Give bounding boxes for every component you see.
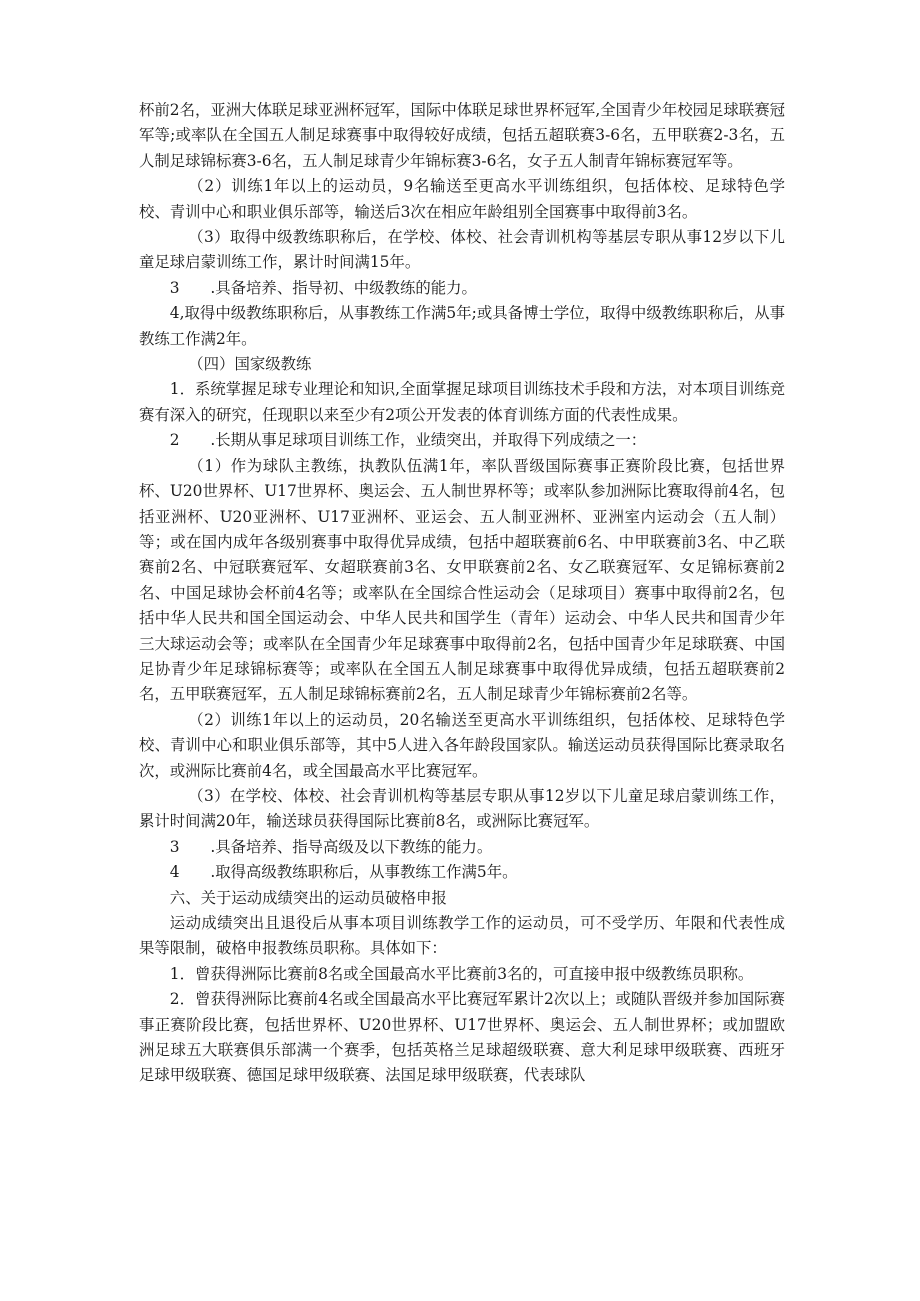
paragraph-10: （2）训练1年以上的运动员，20名输送至更高水平训练组织，包括体校、足球特色学校、青训中心和职业俱乐部等，其中5人进入各年龄段国家队。输送运动员获得国际比赛录取名次，或洲际比赛前4名，或全国最高水平比赛冠军。 bbox=[139, 710, 785, 780]
document-page bbox=[139, 98, 785, 1089]
paragraph-16: 1．曾获得洲际比赛前8名或全国最高水平比赛前3名的，可直接申报中级教练员职称。 bbox=[169, 964, 754, 983]
paragraph-5: 4,取得中级教练职称后，从事教练工作满5年;或具备博士学位，取得中级教练职称后，从事教练工作满2年。 bbox=[139, 304, 785, 348]
paragraph-11: （3）在学校、体校、社会青训机构等基层专职从事12岁以下儿童足球启蒙训练工作，累计时间满20年，输送球员获得国际比赛前8名，或洲际比赛冠军。 bbox=[139, 786, 785, 831]
paragraph-12: 3 .具备培养、指导高级及以下教练的能力。 bbox=[169, 837, 493, 856]
paragraph-2: （2）训练1年以上的运动员，9名输送至更高水平训练组织，包括体校、足球特色学校、青训中心和职业俱乐部等，输送后3次在相应年龄组别全国赛事中取得前3名。 bbox=[139, 177, 785, 221]
section-heading-national-coach: （四）国家级教练 bbox=[188, 355, 312, 374]
paragraph-3: （3）取得中级教练职称后，在学校、体校、社会青训机构等基层专职从事12岁以下儿童足球启蒙训练工作，累计时间满15年。 bbox=[139, 228, 785, 272]
paragraph-4: 3 .具备培养、指导初、中级教练的能力。 bbox=[169, 278, 477, 297]
paragraph-1: 杯前2名，亚洲大体联足球亚洲杯冠军，国际中体联足球世界杯冠军,全国青少年校园足球联赛冠军等;或率队在全国五人制足球赛事中取得较好成绩，包括五超联赛3-6名，五甲联赛2-3名，五人制足球锦标赛3-6名，五人制足球青少年锦标赛3-6名，女子五人制青年锦标赛冠军等。 bbox=[139, 101, 785, 170]
paragraph-13: 4 .取得高级教练职称后，从事教练工作满5年。 bbox=[169, 863, 518, 882]
paragraph-15: 运动成绩突出且退役后从事本项目训练教学工作的运动员，可不受学历、年限和代表性成果等限制，破格申报教练员职称。具体如下： bbox=[139, 914, 785, 958]
section-heading-athlete-exception: 六、关于运动成绩突出的运动员破格申报 bbox=[169, 888, 447, 907]
paragraph-7: 1．系统掌握足球专业理论和知识,全面掌握足球项目训练技术手段和方法，对本项目训练竞赛有深入的研究，任现职以来至少有2项公开发表的体育训练方面的代表性成果。 bbox=[139, 380, 785, 424]
paragraph-9: （1）作为球队主教练，执教队伍满1年，率队晋级国际赛事正赛阶段比赛，包括世界杯、U20世界杯、U17世界杯、奥运会、五人制世界杯等；或率队参加洲际比赛取得前4名，包括亚洲杯、U20亚洲杯、U17亚洲杯、亚运会、五人制亚洲杯、亚洲室内运动会（五人制）等；或在国内成年各级别赛事中取得优异成绩，包括中超联赛前6名、中甲联赛前3名、中乙联赛前2名、中冠联赛冠军、女超联赛前3名、女甲联赛前2名、女乙联赛冠军、女足锦标赛前2名、中国足球协会杯前4名等；或率队在全国综合性运动会（足球项目）赛事中取得前2名，包括中华人民共和国全国运动会、中华人民共和国学生（青年）运动会、中华人民共和国青少年三大球运动会等；或率队在全国青少年足球赛事中取得前2名，包括中国青少年足球联赛、中国足协青少年足球锦标赛等；或率队在全国五人制足球赛事中取得优异成绩，包括五超联赛前2名，五甲联赛冠军，五人制足球锦标赛前2名，五人制足球青少年锦标赛前2名等。 bbox=[139, 456, 785, 704]
paragraph-8: 2 .长期从事足球项目训练工作，业绩突出，并取得下列成绩之一： bbox=[169, 431, 647, 450]
paragraph-17: 2．曾获得洲际比赛前4名或全国最高水平比赛冠军累计2次以上；或随队晋级并参加国际赛事正赛阶段比赛，包括世界杯、U20世界杯、U17世界杯、奥运会、五人制世界杯；或加盟欧洲足球五大联赛俱乐部满一个赛季，包括英格兰足球超级联赛、意大利足球甲级联赛、西班牙足球甲级联赛、德国足球甲级联赛、法国足球甲级联赛，代表球队 bbox=[139, 990, 785, 1085]
